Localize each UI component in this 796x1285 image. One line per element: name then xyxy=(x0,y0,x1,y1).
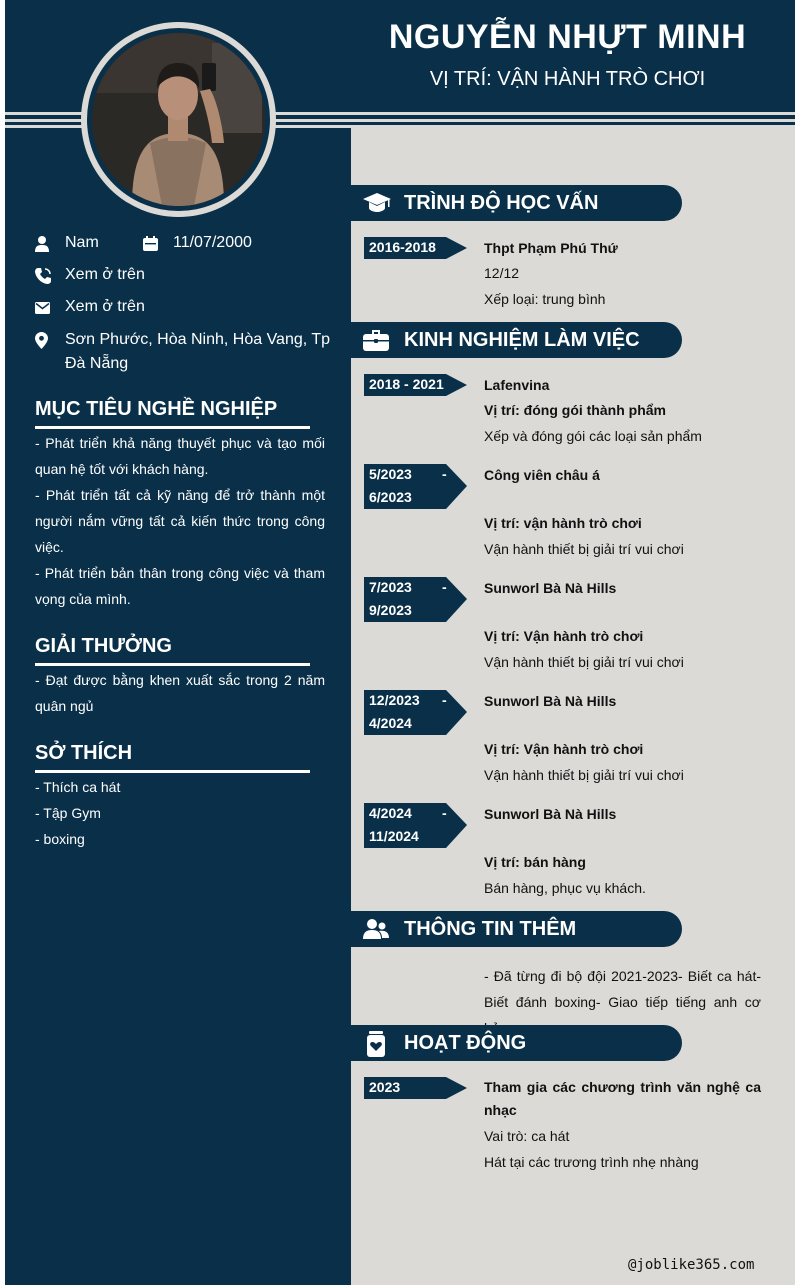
company-name: Sunworl Bà Nà Hills xyxy=(484,580,617,596)
cv-page xyxy=(5,0,795,1285)
date-badge xyxy=(364,237,469,259)
hobbies-title: SỞ THÍCH xyxy=(35,742,133,764)
job-desc: Vận hành thiết bị giải trí vui chơi xyxy=(484,654,684,670)
date-badge xyxy=(364,1077,469,1099)
school-rank: Xếp loại: trung bình xyxy=(484,291,606,307)
date-start: 12/2023 xyxy=(369,692,420,708)
email-row xyxy=(35,298,145,316)
objective-item: - Phát triển khả năng thuyết phục và tạo mối quan hệ tốt với khách hàng. xyxy=(35,435,325,477)
company-name: Công viên châu á xyxy=(484,467,600,483)
date-start: 7/2023 xyxy=(369,579,412,595)
date-dash: - xyxy=(442,466,447,482)
date-badge xyxy=(364,803,469,848)
address-line-2: Đà Nẵng xyxy=(65,355,129,372)
date-end: 11/2024 xyxy=(369,828,419,844)
date-start: 4/2024 xyxy=(369,805,412,821)
date-badge xyxy=(364,690,469,735)
award-item: - Đạt được bằng khen xuất sắc trong 2 năm quân ngủ xyxy=(35,672,325,714)
date-dash: - xyxy=(442,579,447,595)
job-role: Vị trí: Vận hành trò chơi xyxy=(484,741,644,757)
user-icon xyxy=(35,234,65,252)
job-role: Vị trí: bán hàng xyxy=(484,854,586,870)
job-desc: Vận hành thiết bị giải trí vui chơi xyxy=(484,767,684,783)
users-icon xyxy=(363,917,389,941)
job-desc: Xếp và đóng gói các loại sản phẩm xyxy=(484,428,702,444)
hobby-item: - Thích ca hát xyxy=(35,779,121,795)
activities-title: HOẠT ĐỘNG xyxy=(404,1032,527,1054)
candidate-name: NGUYỄN NHỰT MINH xyxy=(388,18,747,56)
extra-info-title: THÔNG TIN THÊM xyxy=(404,918,577,940)
date-badge-text: 2016-2018 xyxy=(369,239,436,255)
school-name: Thpt Phạm Phú Thứ xyxy=(484,240,618,256)
date-end: 6/2023 xyxy=(369,489,412,505)
date-dash: - xyxy=(442,692,447,708)
date-badge xyxy=(364,374,469,396)
hobby-item: - Tập Gym xyxy=(35,805,101,821)
extra-info-text: - Đã từng đi bộ đội 2021-2023- Biết ca hát- Biết đánh boxing- Giao tiếp tiếng anh cơ xyxy=(484,968,761,1010)
email-text: Xem ở trên xyxy=(65,298,145,315)
education-header xyxy=(351,185,682,221)
extra-info-header xyxy=(351,911,682,947)
activity-desc: Hát tại các trương trình nhẹ nhàng xyxy=(484,1154,699,1170)
activity-role: Vai trò: ca hát xyxy=(484,1128,570,1144)
date-badge-text: 2018 - 2021 xyxy=(369,376,444,392)
briefcase-icon xyxy=(363,328,389,352)
calendar-icon xyxy=(143,234,173,251)
phone-row xyxy=(35,266,145,284)
objective-list xyxy=(35,430,325,612)
candidate-position: VỊ TRÍ: VẬN HÀNH TRÒ CHƠI xyxy=(429,68,706,90)
job-desc: Bán hàng, phục vụ khách. xyxy=(484,880,646,896)
company-name: Lafenvina xyxy=(484,377,550,393)
date-end: 9/2023 xyxy=(369,602,412,618)
hobby-item: - boxing xyxy=(35,831,85,847)
birthdate-text: 11/07/2000 xyxy=(173,234,252,251)
awards-rule xyxy=(35,663,310,666)
sidebar xyxy=(5,128,351,1285)
phone-icon xyxy=(35,266,65,284)
activities-header xyxy=(351,1025,682,1061)
company-name: Sunworl Bà Nà Hills xyxy=(484,693,617,709)
heart-jar-icon xyxy=(363,1031,386,1057)
awards-list xyxy=(35,667,325,719)
phone-text: Xem ở trên xyxy=(65,266,145,283)
job-desc: Vận hành thiết bị giải trí vui chơi xyxy=(484,541,684,557)
date-badge xyxy=(364,464,469,509)
date-badge xyxy=(364,577,469,622)
envelope-icon xyxy=(35,298,65,314)
activity-name: Tham gia các chương trình văn nghệ ca nhạc xyxy=(484,1079,761,1118)
hobbies-rule xyxy=(35,770,310,773)
experience-title: KINH NGHIỆM LÀM VIỆC xyxy=(404,329,640,351)
company-name: Sunworl Bà Nà Hills xyxy=(484,806,617,822)
job-role: Vị trí: Vận hành trò chơi xyxy=(484,628,644,644)
job-role: Vị trí: vận hành trò chơi xyxy=(484,515,642,531)
objective-item: - Phát triển bản thân trong công việc và tham vọng của mình. xyxy=(35,565,325,607)
objective-title: MỤC TIÊU NGHỀ NGHIỆP xyxy=(35,398,278,420)
education-title: TRÌNH ĐỘ HỌC VẤN xyxy=(404,192,599,214)
footer-watermark: @joblike365.com xyxy=(628,1257,755,1273)
address-line-1: Sơn Phước, Hòa Ninh, Hòa Vang, Tp xyxy=(65,331,331,348)
experience-header xyxy=(351,322,682,358)
date-start: 5/2023 xyxy=(369,466,412,482)
date-dash: - xyxy=(442,805,447,821)
birthdate-row xyxy=(143,234,252,252)
objective-rule xyxy=(35,426,310,429)
objective-item: - Phát triển tất cả kỹ năng để trở thành một người nắm vững tất cả kiến thức trong công việc. xyxy=(35,487,325,555)
date-end: 4/2024 xyxy=(369,715,412,731)
gender-text: Nam xyxy=(65,234,99,251)
awards-title: GIẢI THƯỞNG xyxy=(35,635,172,657)
avatar-photo xyxy=(92,33,265,206)
graduation-cap-icon xyxy=(363,191,391,215)
date-badge-text: 2023 xyxy=(369,1079,401,1095)
job-role: Vị trí: đóng gói thành phẩm xyxy=(484,402,666,418)
location-pin-icon xyxy=(35,330,65,349)
gender-row xyxy=(35,234,99,252)
hobbies-list xyxy=(35,774,325,852)
address-row xyxy=(35,330,330,376)
school-grade: 12/12 xyxy=(484,265,520,281)
